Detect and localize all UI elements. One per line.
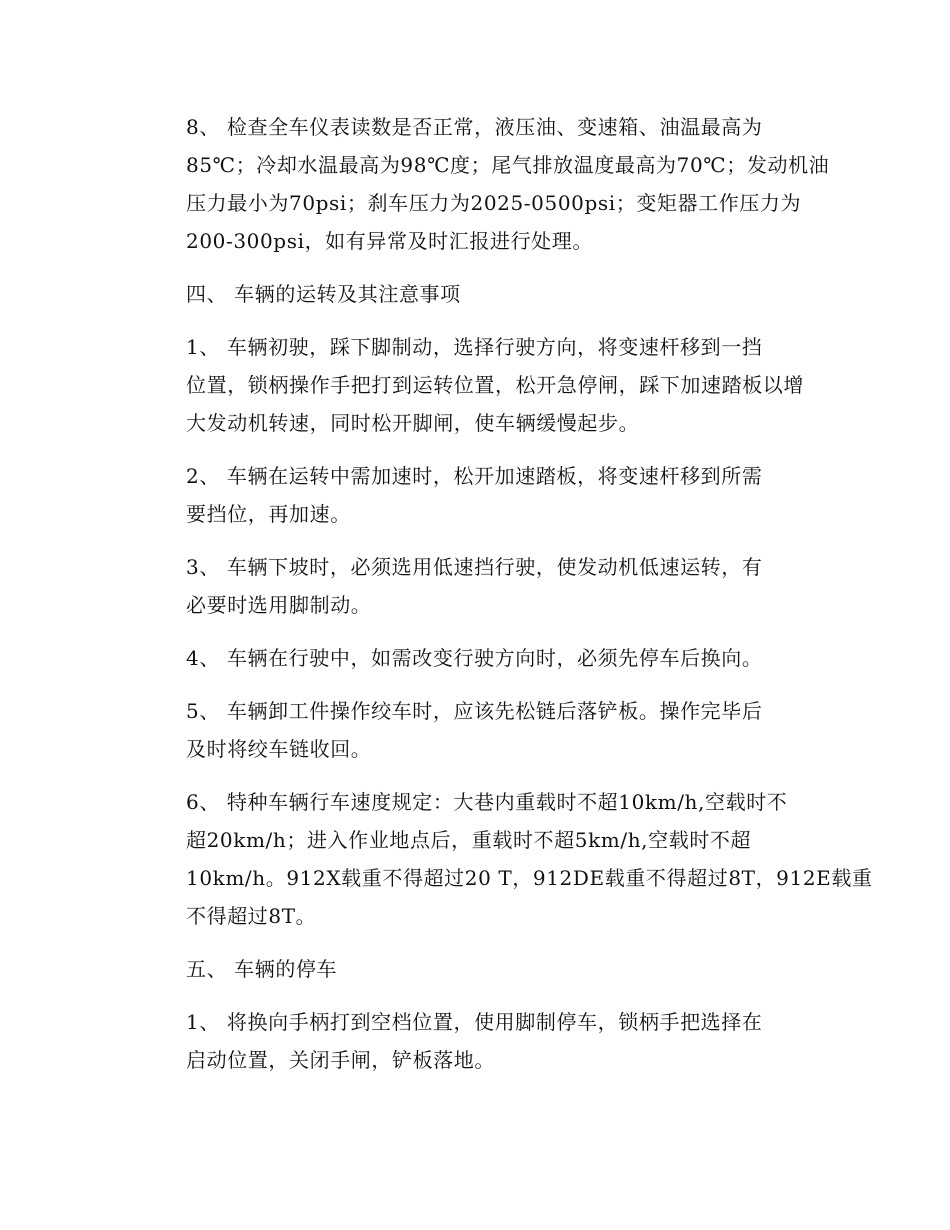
text-line: 超20km/h；进入作业地点后，重载时不超5km/h,空载时不超 (186, 828, 752, 852)
paragraph-winch (140, 692, 810, 768)
paragraph-change-direction (140, 639, 810, 677)
text-line: 2、 车辆在运转中需加速时，松开加速踏板，将变速杆移到所需 (186, 464, 763, 488)
text-line: 8、 检查全车仪表读数是否正常，液压油、变速箱、油温最高为 (186, 115, 763, 139)
paragraph-parking (140, 1003, 810, 1079)
paragraph-instrument-check (140, 108, 830, 260)
text-line: 200-300psi，如有异常及时汇报进行处理。 (186, 229, 593, 253)
text-line: 及时将绞车链收回。 (186, 737, 372, 761)
text-line: 要挡位，再加速。 (186, 502, 351, 526)
paragraph-accelerate (140, 457, 810, 533)
heading-text: 五、 车辆的停车 (186, 957, 338, 981)
section-heading-5 (140, 950, 810, 988)
paragraph-speed-limits (140, 783, 873, 935)
text-line: 10km/h。912X载重不得超过20 T，912DE载重不得超过8T，912E载重 (186, 866, 873, 890)
heading-text: 四、 车辆的运转及其注意事项 (186, 282, 461, 306)
section-heading-4 (140, 275, 810, 313)
paragraph-downhill (140, 548, 810, 624)
document-body (140, 108, 873, 1094)
paragraph-initial-drive (140, 328, 810, 442)
text-line: 1、 将换向手柄打到空档位置，使用脚制停车，锁柄手把选择在 (186, 1010, 763, 1034)
text-line: 85℃；冷却水温最高为98℃度；尾气排放温度最高为70℃；发动机油 (186, 153, 830, 177)
text-line: 1、 车辆初驶，踩下脚制动，选择行驶方向，将变速杆移到一挡 (186, 335, 763, 359)
text-line: 位置，锁柄操作手把打到运转位置，松开急停闸，踩下加速踏板以增 (186, 373, 804, 397)
text-line: 必要时选用脚制动。 (186, 593, 372, 617)
text-line: 6、 特种车辆行车速度规定：大巷内重载时不超10km/h,空载时不 (186, 790, 788, 814)
text-line: 4、 车辆在行驶中，如需改变行驶方向时，必须先停车后换向。 (186, 646, 763, 670)
text-line: 不得超过8T。 (186, 904, 317, 928)
text-line: 5、 车辆卸工件操作绞车时，应该先松链后落铲板。操作完毕后 (186, 699, 763, 723)
text-line: 压力最小为70psi；刹车压力为2025-0500psi；变矩器工作压力为 (186, 191, 802, 215)
text-line: 大发动机转速，同时松开脚闸，使车辆缓慢起步。 (186, 411, 640, 435)
text-line: 3、 车辆下坡时，必须选用低速挡行驶，使发动机低速运转，有 (186, 555, 763, 579)
text-line: 启动位置，关闭手闸，铲板落地。 (186, 1048, 495, 1072)
